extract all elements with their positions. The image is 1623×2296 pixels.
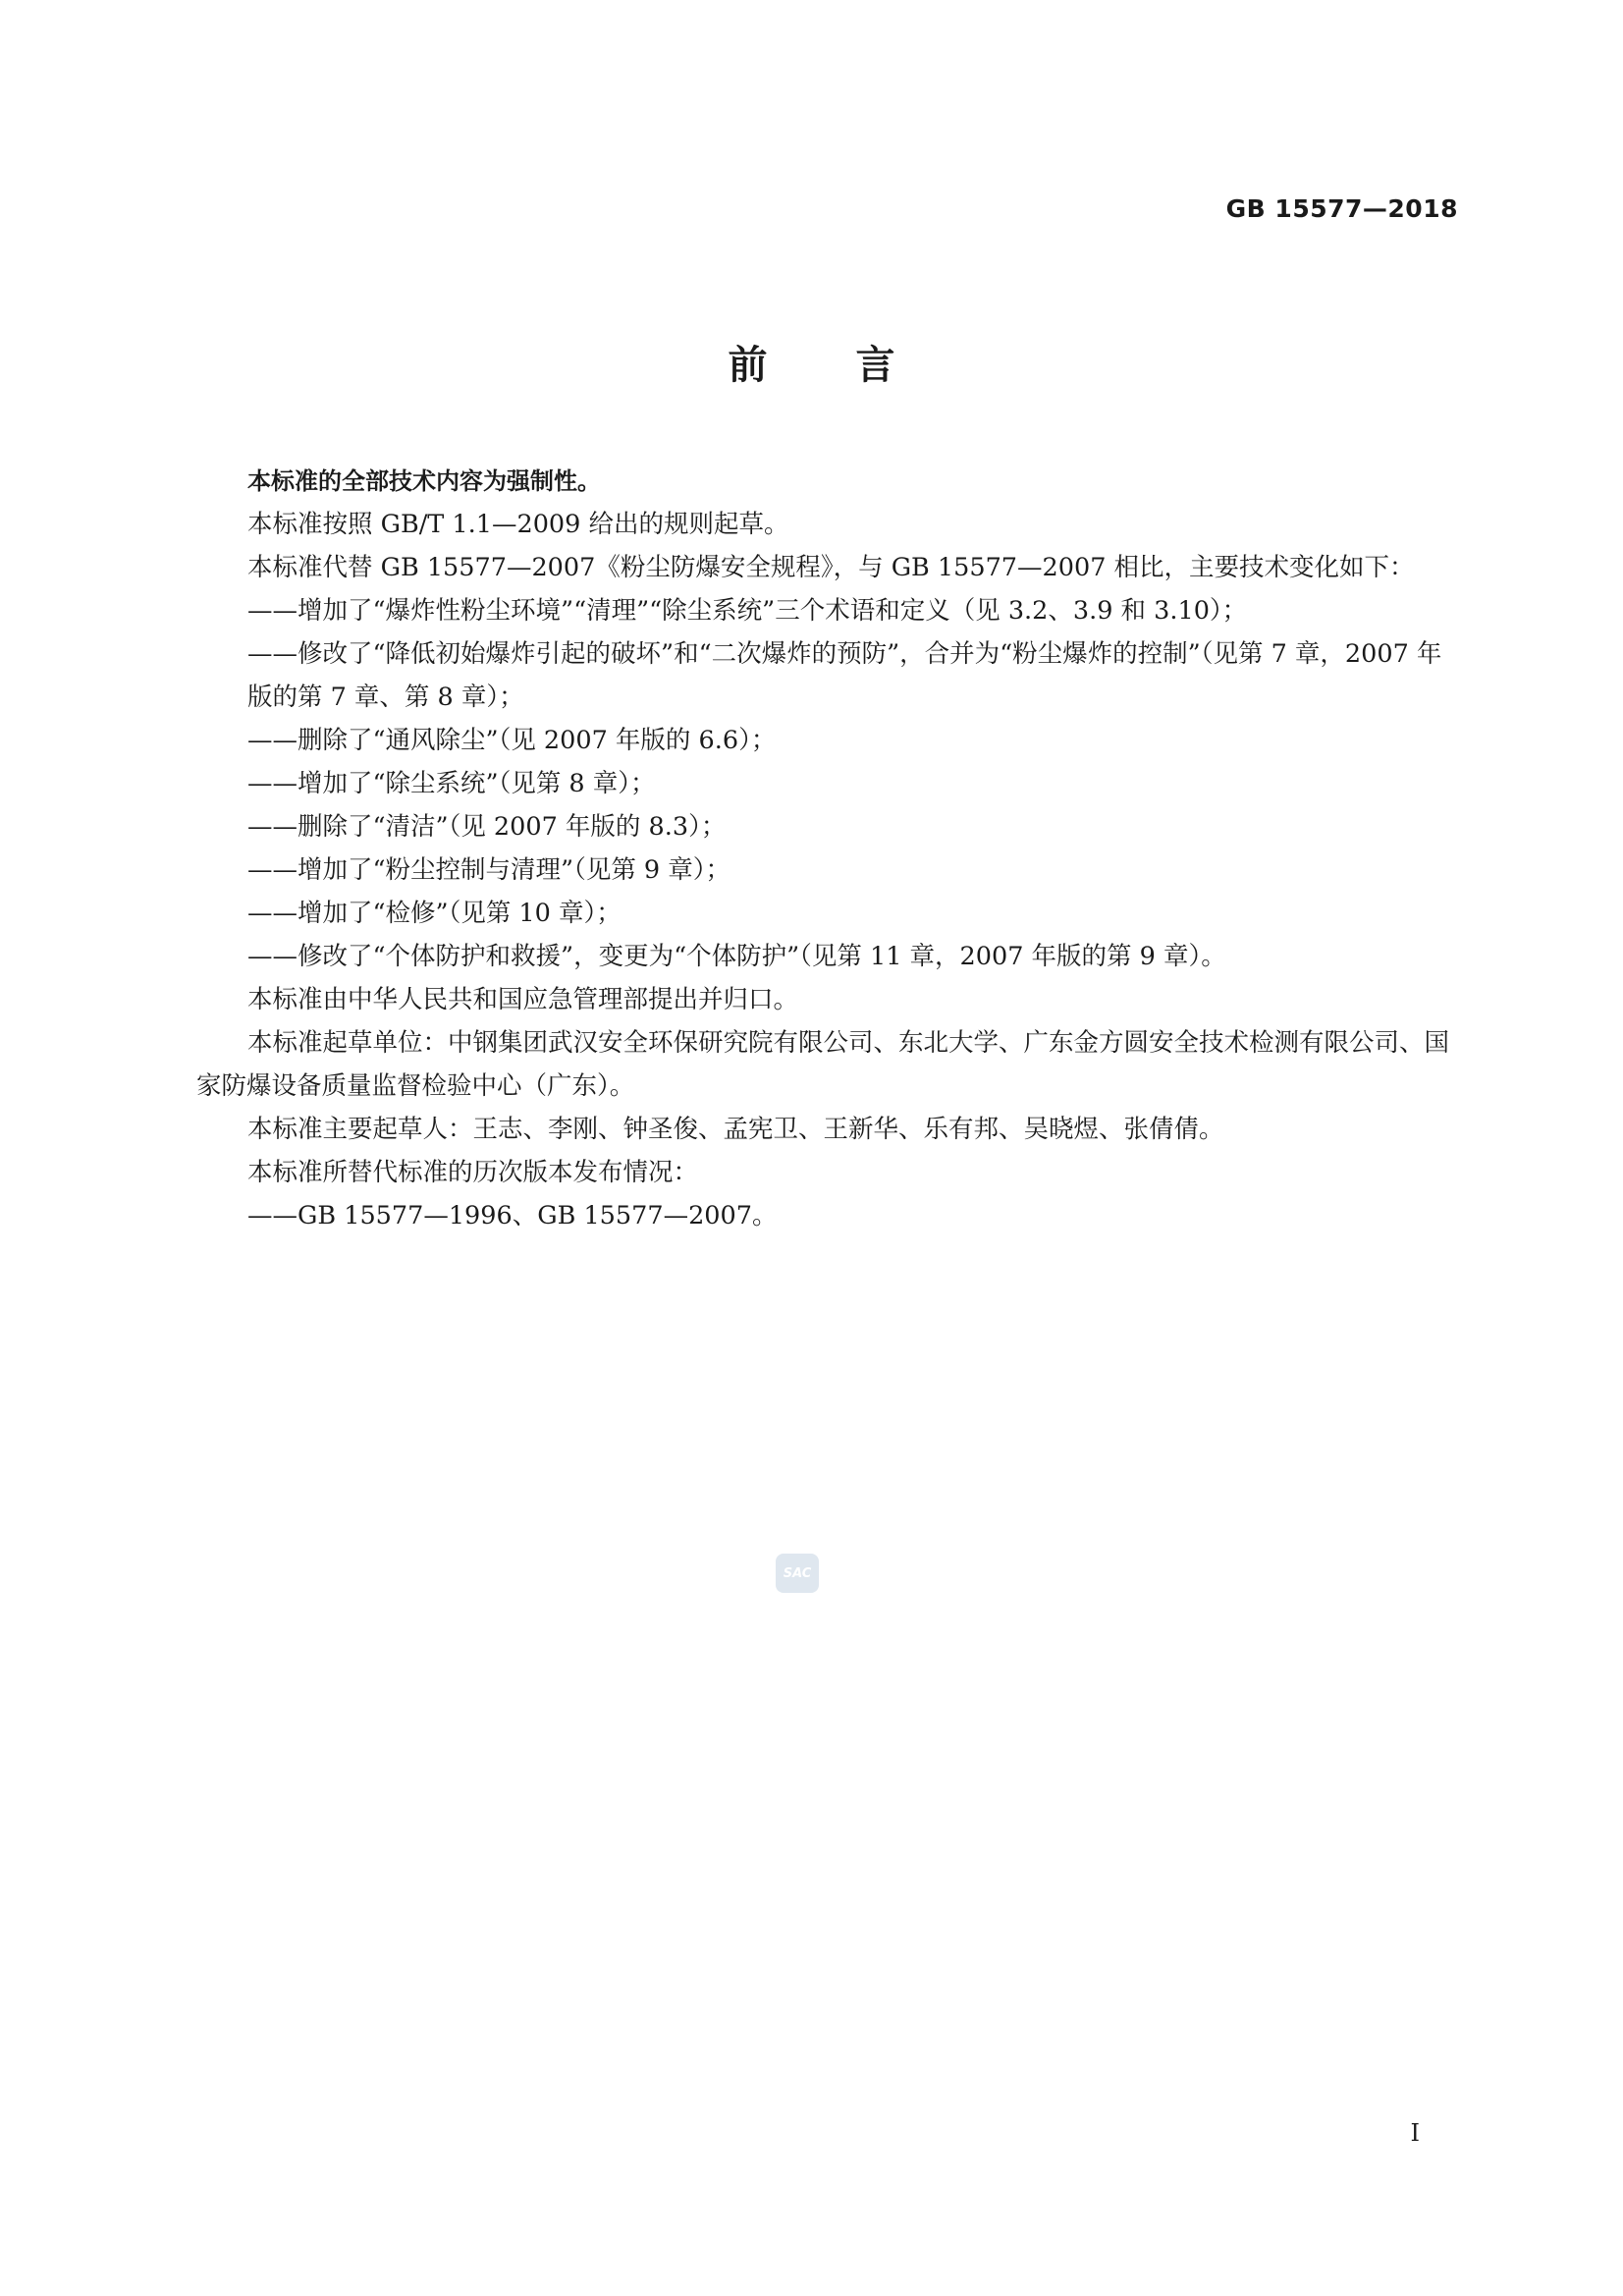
drafters-paragraph: 本标准主要起草人：王志、李刚、钟圣俊、孟宪卫、王新华、乐有邦、吴晓煜、张倩倩。 — [247, 1115, 1224, 1144]
page-title: 前言 — [728, 343, 984, 388]
change-item: ——删除了“清洁”（见 2007 年版的 8.3）； — [247, 812, 727, 842]
replacement-paragraph: 本标准代替 GB 15577—2007《粉尘防爆安全规程》，与 GB 15577—2007 相比，主要技术变化如下： — [247, 553, 1415, 582]
mandatory-statement: 本标准的全部技术内容为强制性。 — [247, 467, 601, 495]
change-item: ——修改了“降低初始爆炸引起的破坏”和“二次爆炸的预防”，合并为“粉尘爆炸的控制”（见第 7 章，2007 年版的第 7 章、第 8 章）； — [247, 639, 1442, 712]
sac-watermark-logo: SAC — [776, 1554, 819, 1593]
change-item: ——增加了“爆炸性粉尘环境”“清理”“除尘系统”三个术语和定义（见 3.2、3.9 和 3.10）； — [247, 596, 1248, 626]
drafting-rules-paragraph: 本标准按照 GB/T 1.1—2009 给出的规则起草。 — [247, 510, 789, 539]
history-heading: 本标准所替代标准的历次版本发布情况： — [247, 1158, 699, 1187]
drafting-units-paragraph: 本标准起草单位：中钢集团武汉安全环保研究院有限公司、东北大学、广东金方圆安全技术检测有限公司、国家防爆设备质量监督检验中心（广东）。 — [196, 1028, 1450, 1101]
page-number: Ⅰ — [1410, 2119, 1420, 2147]
proposer-paragraph: 本标准由中华人民共和国应急管理部提出并归口。 — [247, 985, 799, 1014]
change-item: ——删除了“通风除尘”（见 2007 年版的 6.6）； — [247, 726, 777, 755]
change-item: ——增加了“除尘系统”（见第 8 章）； — [247, 769, 656, 798]
change-item: ——增加了“粉尘控制与清理”（见第 9 章）； — [247, 855, 731, 885]
preface-body — [196, 460, 1463, 1237]
standard-number: GB 15577—2018 — [1225, 194, 1458, 223]
history-item: ——GB 15577—1996、GB 15577—2007。 — [247, 1201, 778, 1230]
change-item: ——修改了“个体防护和救援”，变更为“个体防护”（见第 11 章，2007 年版的第 9 章）。 — [247, 942, 1226, 971]
change-item: ——增加了“检修”（见第 10 章）； — [247, 899, 622, 928]
